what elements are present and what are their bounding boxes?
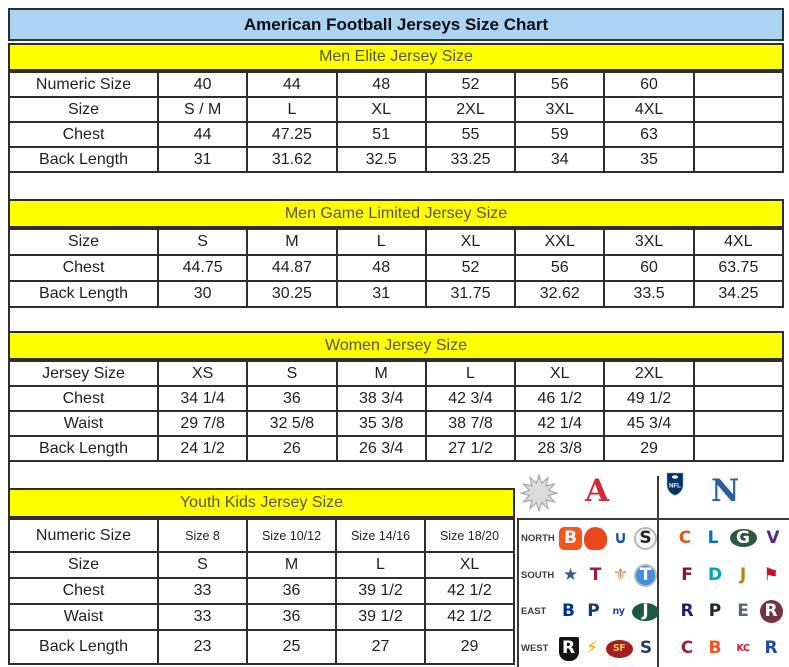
table-cell: 34.25 <box>694 281 783 307</box>
team-logo-patriots: P <box>587 601 600 622</box>
table-cell: S <box>158 229 247 255</box>
table-cell: S / M <box>158 97 247 122</box>
table-cell: 38 3/4 <box>337 386 426 411</box>
table-cell: 35 <box>604 147 693 172</box>
page-title: American Football Jerseys Size Chart <box>243 14 549 34</box>
table-cell: 25 <box>247 630 336 664</box>
table-cell: 56 <box>515 255 604 281</box>
nfc-east-teams <box>669 600 789 623</box>
nfc-west-teams <box>669 637 789 660</box>
men-elite-table <box>8 71 784 173</box>
table-cell: Size 8 <box>158 519 247 552</box>
team-logo-bills: B <box>562 601 575 622</box>
team-logo-jets: J <box>632 603 659 621</box>
nfc-south-teams <box>669 564 789 587</box>
table-cell: S <box>158 552 247 578</box>
team-logo-bears: C <box>678 527 692 548</box>
row-label: Numeric Size <box>9 72 158 97</box>
table-cell: 32.62 <box>515 281 604 307</box>
table-row <box>9 578 514 604</box>
table-row <box>9 386 783 411</box>
table-row <box>9 281 783 307</box>
team-logo-bengals: B <box>559 527 582 550</box>
starburst-icon <box>520 474 558 512</box>
row-label: Numeric Size <box>9 519 158 552</box>
table-cell: Size 10/12 <box>247 519 336 552</box>
table-cell: 3XL <box>604 229 693 255</box>
table-cell-empty <box>694 122 783 147</box>
section-header-women: Women Jersey Size <box>8 331 784 360</box>
table-cell: 42 3/4 <box>426 386 515 411</box>
table-cell: 23 <box>158 630 247 664</box>
table-cell-empty <box>694 436 783 461</box>
table-cell: 30.25 <box>247 281 336 307</box>
team-logo-texans: T <box>589 564 602 585</box>
team-logo-chargers: ⚡ <box>586 638 598 659</box>
table-row <box>9 361 783 386</box>
team-logo-giants: ny <box>612 606 625 618</box>
table-cell: 51 <box>337 122 426 147</box>
row-label: Size <box>9 229 158 255</box>
table-cell: 48 <box>337 255 426 281</box>
division-label: NORTH <box>521 532 555 544</box>
table-cell: 42 1/4 <box>515 411 604 436</box>
table-cell-empty <box>694 72 783 97</box>
division-row-north <box>519 520 789 557</box>
table-cell: L <box>426 361 515 386</box>
table-cell: 39 1/2 <box>336 604 425 630</box>
table-cell: 63 <box>604 122 693 147</box>
afc-north-teams <box>557 527 659 550</box>
team-logo-titans: T <box>634 564 657 587</box>
table-cell: 44.87 <box>247 255 336 281</box>
team-logo-49ers: SF <box>606 640 633 658</box>
table-cell: L <box>336 552 425 578</box>
row-label: Chest <box>9 122 158 147</box>
afc-west-teams <box>557 637 659 661</box>
table-row <box>9 97 783 122</box>
table-cell-empty <box>694 411 783 436</box>
table-cell: 34 1/4 <box>158 386 247 411</box>
table-cell: Size 18/20 <box>425 519 514 552</box>
table-cell: 56 <box>515 72 604 97</box>
team-logo-panthers: P <box>708 601 722 622</box>
table-cell: 36 <box>247 578 336 604</box>
table-cell: XS <box>158 361 247 386</box>
table-cell: 35 3/8 <box>337 411 426 436</box>
section-header-men-game-limited: Men Game Limited Jersey Size <box>8 199 784 228</box>
table-cell: XXL <box>515 229 604 255</box>
table-row <box>9 411 783 436</box>
division-label: SOUTH <box>521 569 555 581</box>
table-cell: 42 1/2 <box>425 578 514 604</box>
table-cell: 33 <box>158 578 247 604</box>
table-cell: 29 7/8 <box>158 411 247 436</box>
table-cell: 60 <box>604 72 693 97</box>
team-logo-falcons: F <box>681 564 693 585</box>
row-label: Jersey Size <box>9 361 158 386</box>
table-cell: 39 1/2 <box>336 578 425 604</box>
afc-east-teams <box>557 600 659 623</box>
table-row <box>9 436 783 461</box>
team-logo-jaguars: J <box>739 564 747 585</box>
table-cell: 38 7/8 <box>426 411 515 436</box>
nfl-shield-text: NFL <box>669 483 681 490</box>
table-cell: 31 <box>337 281 426 307</box>
team-logo-chiefs: KC <box>736 642 750 654</box>
division-row-south <box>519 557 789 594</box>
team-logo-cardinals: C <box>680 638 694 659</box>
section-header-men-elite: Men Elite Jersey Size <box>8 43 784 71</box>
table-cell: 60 <box>604 255 693 281</box>
table-cell: 24 1/2 <box>158 436 247 461</box>
table-cell: 48 <box>337 72 426 97</box>
table-row <box>9 72 783 97</box>
table-cell: 44 <box>158 122 247 147</box>
team-logo-raiders: R <box>559 637 579 661</box>
section-header-youth: Youth Kids Jersey Size <box>8 488 515 518</box>
division-rows <box>517 520 789 667</box>
row-label: Chest <box>9 255 158 281</box>
table-row <box>9 552 514 578</box>
row-label: Chest <box>9 386 158 411</box>
table-cell-empty <box>694 361 783 386</box>
row-label: Back Length <box>9 630 158 664</box>
table-cell: 2XL <box>426 97 515 122</box>
table-cell: 31.75 <box>426 281 515 307</box>
table-cell: L <box>337 229 426 255</box>
table-cell-empty <box>694 97 783 122</box>
row-label: Size <box>9 97 158 122</box>
table-cell: 36 <box>247 604 336 630</box>
table-cell: 3XL <box>515 97 604 122</box>
table-cell: 34 <box>515 147 604 172</box>
table-row <box>9 255 783 281</box>
nfl-teams-panel <box>517 468 789 667</box>
row-label: Back Length <box>9 147 158 172</box>
team-logo-eagles: E <box>737 601 749 622</box>
afc-logo: A <box>585 473 610 509</box>
division-label: EAST <box>521 606 547 618</box>
table-cell: 33 <box>158 604 247 630</box>
table-cell: 55 <box>426 122 515 147</box>
team-logo-steelers: S <box>634 527 657 550</box>
team-logo-colts: ∪ <box>613 527 628 548</box>
table-cell: S <box>247 361 336 386</box>
table-row <box>9 122 783 147</box>
row-label: Back Length <box>9 281 158 307</box>
table-cell: 32 5/8 <box>247 411 336 436</box>
table-cell: 63.75 <box>694 255 783 281</box>
table-cell: 46 1/2 <box>515 386 604 411</box>
table-cell: L <box>247 97 336 122</box>
row-label: Size <box>9 552 158 578</box>
table-cell: XL <box>337 97 426 122</box>
row-label: Chest <box>9 578 158 604</box>
table-cell: M <box>337 361 426 386</box>
table-gap <box>8 171 784 199</box>
table-cell-empty <box>694 386 783 411</box>
table-cell: 27 1/2 <box>426 436 515 461</box>
table-cell: 2XL <box>604 361 693 386</box>
table-cell: 27 <box>336 630 425 664</box>
table-cell: 52 <box>426 255 515 281</box>
men-game-limited-table <box>8 228 784 308</box>
table-cell: 31 <box>158 147 247 172</box>
table-cell: 45 3/4 <box>604 411 693 436</box>
table-cell: 28 3/8 <box>515 436 604 461</box>
table-cell: 52 <box>426 72 515 97</box>
nfl-shield-logo <box>666 472 684 496</box>
team-logo-browns <box>584 527 607 550</box>
table-cell: 29 <box>425 630 514 664</box>
table-cell: 26 <box>247 436 336 461</box>
table-cell: M <box>247 552 336 578</box>
table-cell: XL <box>515 361 604 386</box>
table-cell: M <box>247 229 336 255</box>
team-logo-lions: L <box>707 527 719 548</box>
youth-kids-table <box>8 518 515 665</box>
table-cell: 29 <box>604 436 693 461</box>
table-cell: 59 <box>515 122 604 147</box>
table-row <box>9 604 514 630</box>
women-table <box>8 360 784 462</box>
table-cell: 49 1/2 <box>604 386 693 411</box>
division-label: WEST <box>521 643 549 655</box>
team-logo-cowboys: ★ <box>562 564 579 585</box>
table-cell: 31.62 <box>247 147 336 172</box>
team-logo-broncos: B <box>708 638 722 659</box>
afc-south-teams <box>557 564 659 587</box>
team-logo-saints: ⚜ <box>612 564 629 585</box>
table-row <box>9 147 783 172</box>
team-logo-redskins: R <box>760 600 783 623</box>
table-row <box>9 630 514 664</box>
team-logo-vikings: V <box>766 527 780 548</box>
table-cell: 36 <box>247 386 336 411</box>
nfc-north-teams <box>669 527 789 550</box>
table-cell: Size 14/16 <box>336 519 425 552</box>
table-cell: 33.25 <box>426 147 515 172</box>
conference-header <box>517 468 789 518</box>
table-cell: 26 3/4 <box>337 436 426 461</box>
team-logo-seahawks: S <box>639 638 653 659</box>
table-cell: 42 1/2 <box>425 604 514 630</box>
team-logo-ravens: R <box>680 601 694 622</box>
table-cell: XL <box>426 229 515 255</box>
row-label: Back Length <box>9 436 158 461</box>
table-cell: 44.75 <box>158 255 247 281</box>
table-cell: 40 <box>158 72 247 97</box>
division-row-east <box>519 594 789 631</box>
table-cell: 32.5 <box>337 147 426 172</box>
table-cell: 4XL <box>604 97 693 122</box>
table-cell: 44 <box>247 72 336 97</box>
row-label: Waist <box>9 604 158 630</box>
table-cell-empty <box>694 147 783 172</box>
table-row <box>9 229 783 255</box>
nfc-logo: N <box>711 473 740 509</box>
chart-title-bar <box>8 8 784 41</box>
team-logo-buccaneers: ⚑ <box>763 564 779 585</box>
table-row <box>9 519 514 552</box>
table-cell: 47.25 <box>247 122 336 147</box>
division-row-west <box>519 630 789 667</box>
table-cell: 4XL <box>694 229 783 255</box>
table-cell: 30 <box>158 281 247 307</box>
team-logo-packers: G <box>730 529 757 547</box>
table-cell: 33.5 <box>604 281 693 307</box>
team-logo-dolphins: D <box>707 564 723 585</box>
row-label: Waist <box>9 411 158 436</box>
team-logo-rams: R <box>764 638 778 659</box>
table-cell: XL <box>425 552 514 578</box>
table-gap <box>8 306 784 331</box>
